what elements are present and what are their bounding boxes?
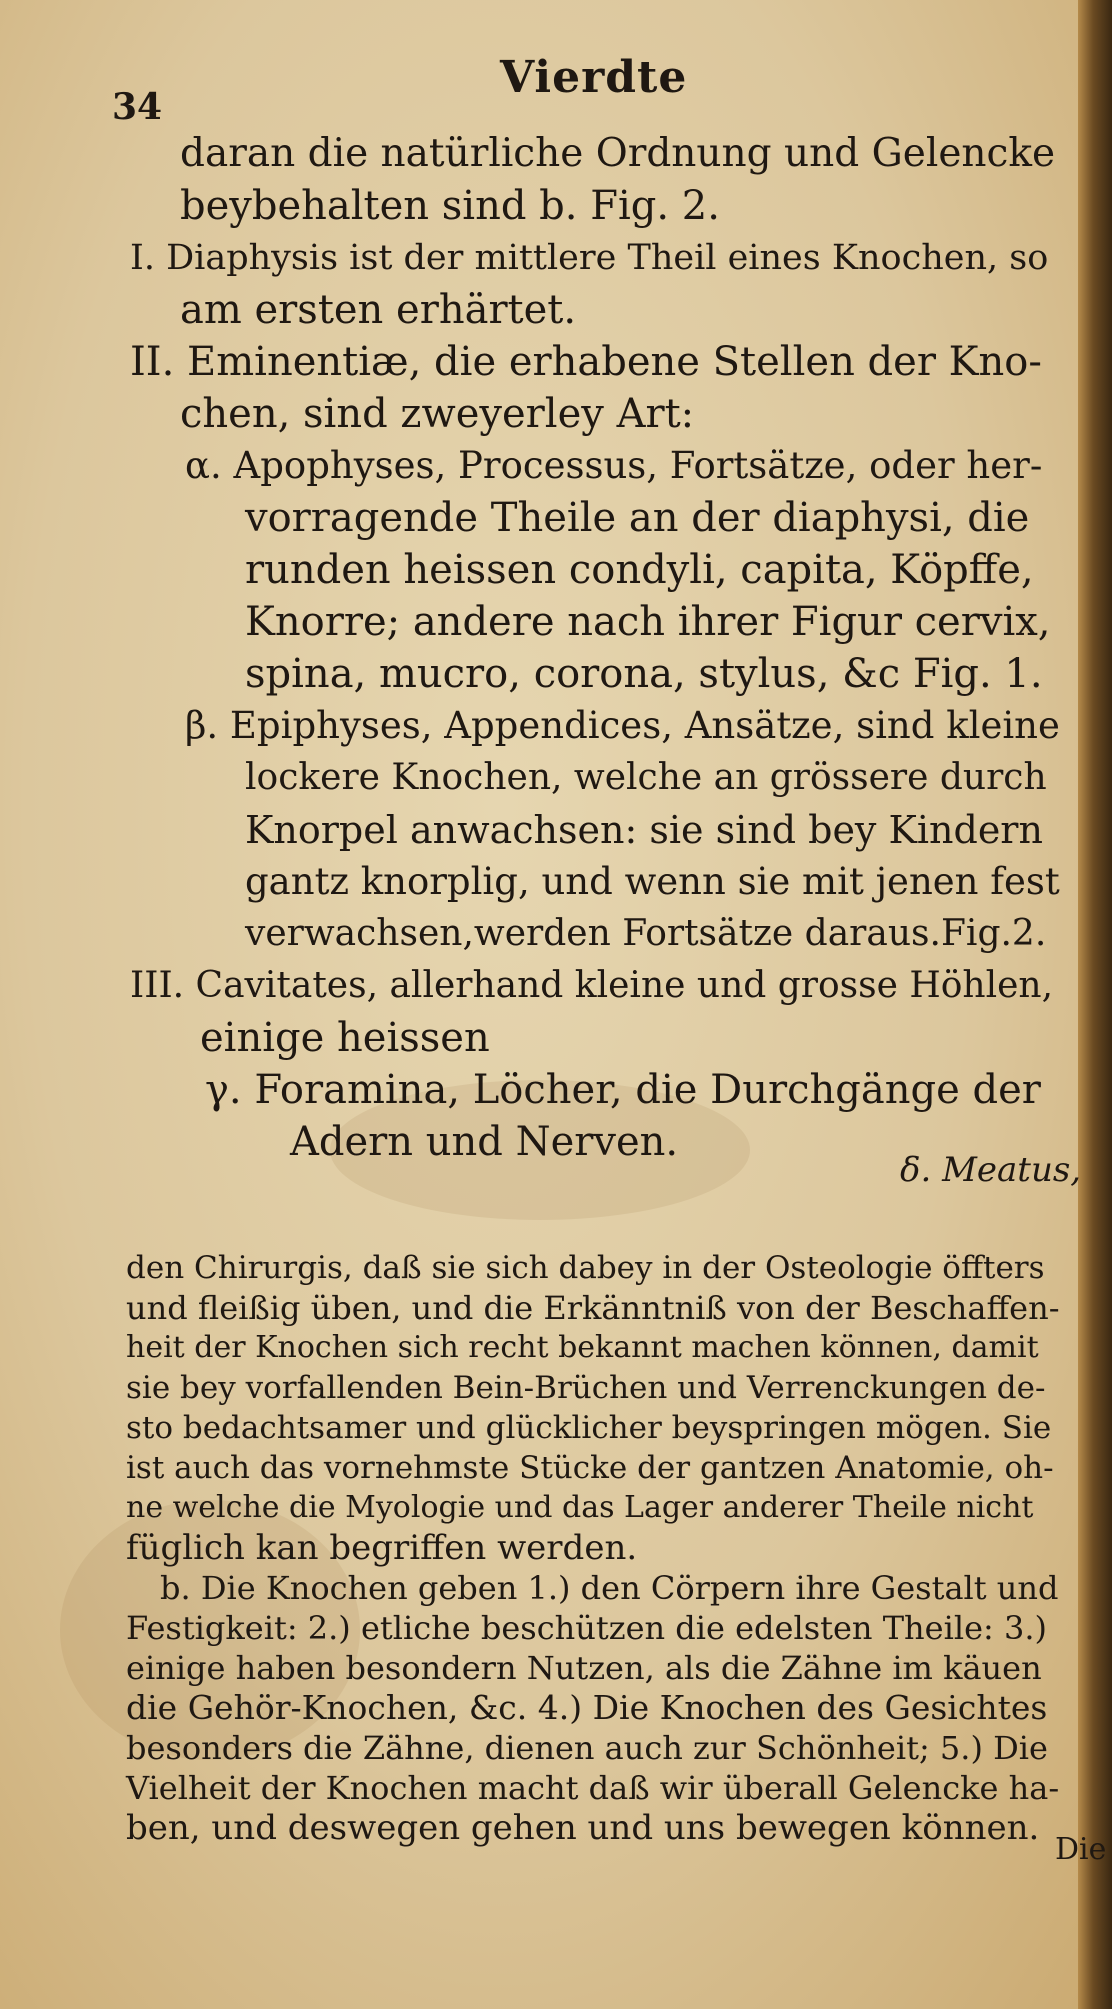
text-line: Adern und Nerven. bbox=[290, 1119, 679, 1165]
text-line: daran die natürliche Ordnung und Gelencke bbox=[180, 131, 1056, 176]
catchword: Die bbox=[1055, 1832, 1107, 1867]
text-line: lockere Knochen, welche an grössere durch bbox=[245, 757, 1047, 798]
footnote-line: die Gehör-Knochen, &c. 4.) Die Knochen des Gesichtes bbox=[126, 1688, 1048, 1727]
footnote-line: sto bedachtsamer und glücklicher beyspringen mögen. Sie bbox=[126, 1410, 1052, 1446]
footnote-line: füglich kan begriffen werden. bbox=[126, 1528, 638, 1568]
text-line: III. Cavitates, allerhand kleine und grosse Höhlen, bbox=[130, 965, 1054, 1006]
text-line: spina, mucro, corona, stylus, &c Fig. 1. bbox=[245, 651, 1043, 697]
footnote-line: besonders die Zähne, dienen auch zur Schönheit; 5.) Die bbox=[126, 1729, 1048, 1767]
footnote-line: ist auch das vornehmste Stücke der gantzen Anatomie, oh- bbox=[126, 1450, 1054, 1486]
footnote-line: sie bey vorfallenden Bein-Brüchen und Verrenckungen de- bbox=[126, 1370, 1046, 1406]
page-number: 34 bbox=[112, 86, 163, 128]
text-line: γ. Foramina, Löcher, die Durchgänge der bbox=[205, 1067, 1041, 1113]
footnote-line: Festigkeit: 2.) etliche beschützen die edelsten Theile: 3.) bbox=[126, 1609, 1047, 1647]
text-line: Knorre; andere nach ihrer Figur cervix, bbox=[245, 599, 1051, 645]
text-line: beybehalten sind b. Fig. 2. bbox=[180, 183, 720, 229]
text-line: II. Eminentiæ, die erhabene Stellen der Kno- bbox=[130, 339, 1042, 385]
footnote-line: und fleißig üben, und die Erkänntniß von der Beschaffen- bbox=[126, 1289, 1060, 1327]
text-line: vorragende Theile an der diaphysi, die bbox=[245, 495, 1030, 541]
footnote-line: Vielheit der Knochen macht daß wir überall Gelencke ha- bbox=[126, 1769, 1060, 1807]
text-line: I. Diaphysis ist der mittlere Theil eines Knochen, so bbox=[130, 238, 1049, 278]
footnote-line: den Chirurgis, daß sie sich dabey in der Osteologie öffters bbox=[126, 1250, 1045, 1286]
text-line: runden heissen condyli, capita, Köpffe, bbox=[245, 547, 1034, 593]
footnote-line: ben, und deswegen gehen und uns bewegen können. bbox=[126, 1808, 1040, 1848]
footnote-line: heit der Knochen sich recht bekannt machen können, damit bbox=[126, 1330, 1039, 1365]
text-line: Knorpel anwachsen: sie sind bey Kindern bbox=[245, 808, 1043, 852]
text-line: α. Apophyses, Processus, Fortsätze, oder her- bbox=[185, 444, 1043, 487]
text-line: am ersten erhärtet. bbox=[180, 287, 577, 333]
footnote-line: b. Die Knochen geben 1.) den Cörpern ihre Gestalt und bbox=[160, 1569, 1059, 1607]
running-head: Vierdte bbox=[500, 52, 688, 103]
text-line: verwachsen,werden Fortsätze daraus.Fig.2. bbox=[245, 913, 1047, 954]
footnote-line: einige haben besondern Nutzen, als die Zähne im käuen bbox=[126, 1649, 1042, 1687]
text-line: gantz knorplig, und wenn sie mit jenen fest bbox=[245, 860, 1060, 903]
page-gutter bbox=[1078, 0, 1112, 2009]
text-line: chen, sind zweyerley Art: bbox=[180, 391, 695, 437]
catchword: δ. Meatus, bbox=[900, 1150, 1082, 1190]
text-line: einige heissen bbox=[200, 1015, 490, 1061]
text-line: β. Epiphyses, Appendices, Ansätze, sind kleine bbox=[185, 704, 1060, 747]
footnote-line: ne welche die Myologie und das Lager anderer Theile nicht bbox=[126, 1490, 1034, 1525]
